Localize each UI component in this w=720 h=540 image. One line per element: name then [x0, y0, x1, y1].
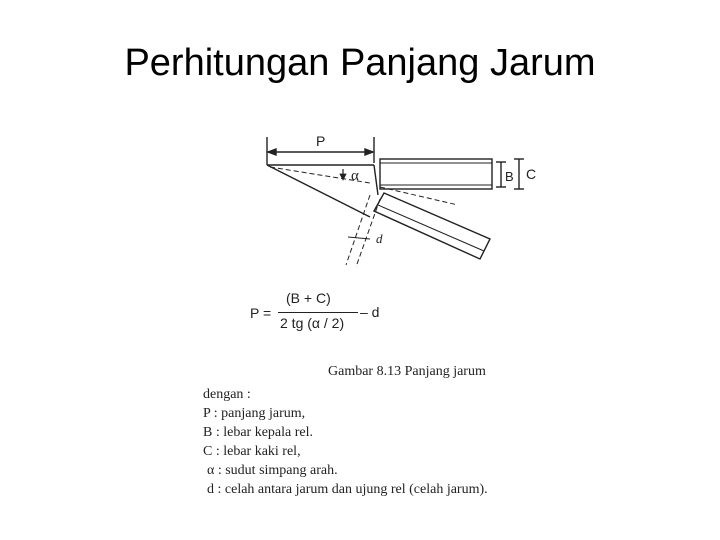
- formula-numerator: (B + C): [286, 290, 331, 306]
- formula-fraction-bar: [278, 312, 358, 313]
- label-b: B: [505, 169, 514, 184]
- label-c: C: [526, 166, 537, 182]
- formula-tail: – d: [360, 304, 380, 320]
- legend-item-c: C : lebar kaki rel,: [203, 444, 301, 459]
- dim-p-arrow-left: [268, 149, 276, 155]
- legend-item-p: P : panjang jarum,: [203, 406, 306, 421]
- slide-title: Perhitungan Panjang Jarum: [124, 42, 596, 84]
- formula-denominator: 2 tg (α / 2): [280, 315, 345, 331]
- needle-heel: [374, 165, 378, 195]
- legend-item-b: B : lebar kepala rel.: [203, 425, 314, 440]
- figure-caption: Gambar 8.13 Panjang jarum: [328, 364, 486, 379]
- diverging-rail: [374, 193, 490, 259]
- label-d: d: [376, 231, 383, 246]
- formula-lhs: P =: [250, 305, 272, 321]
- legend-intro: dengan :: [203, 387, 251, 402]
- gap-line-a: [346, 195, 370, 265]
- diverging-rail-inner: [378, 205, 484, 251]
- needle-diagram: [250, 125, 550, 275]
- legend: [203, 385, 488, 499]
- legend-item-alpha: α : sudut simpang arah.: [207, 463, 338, 478]
- legend-item-d: d : celah antara jarum dan ujung rel (celah jarum).: [207, 482, 488, 497]
- dim-p-arrow-right: [365, 149, 373, 155]
- label-p: P: [316, 133, 326, 149]
- label-alpha: α: [351, 168, 359, 184]
